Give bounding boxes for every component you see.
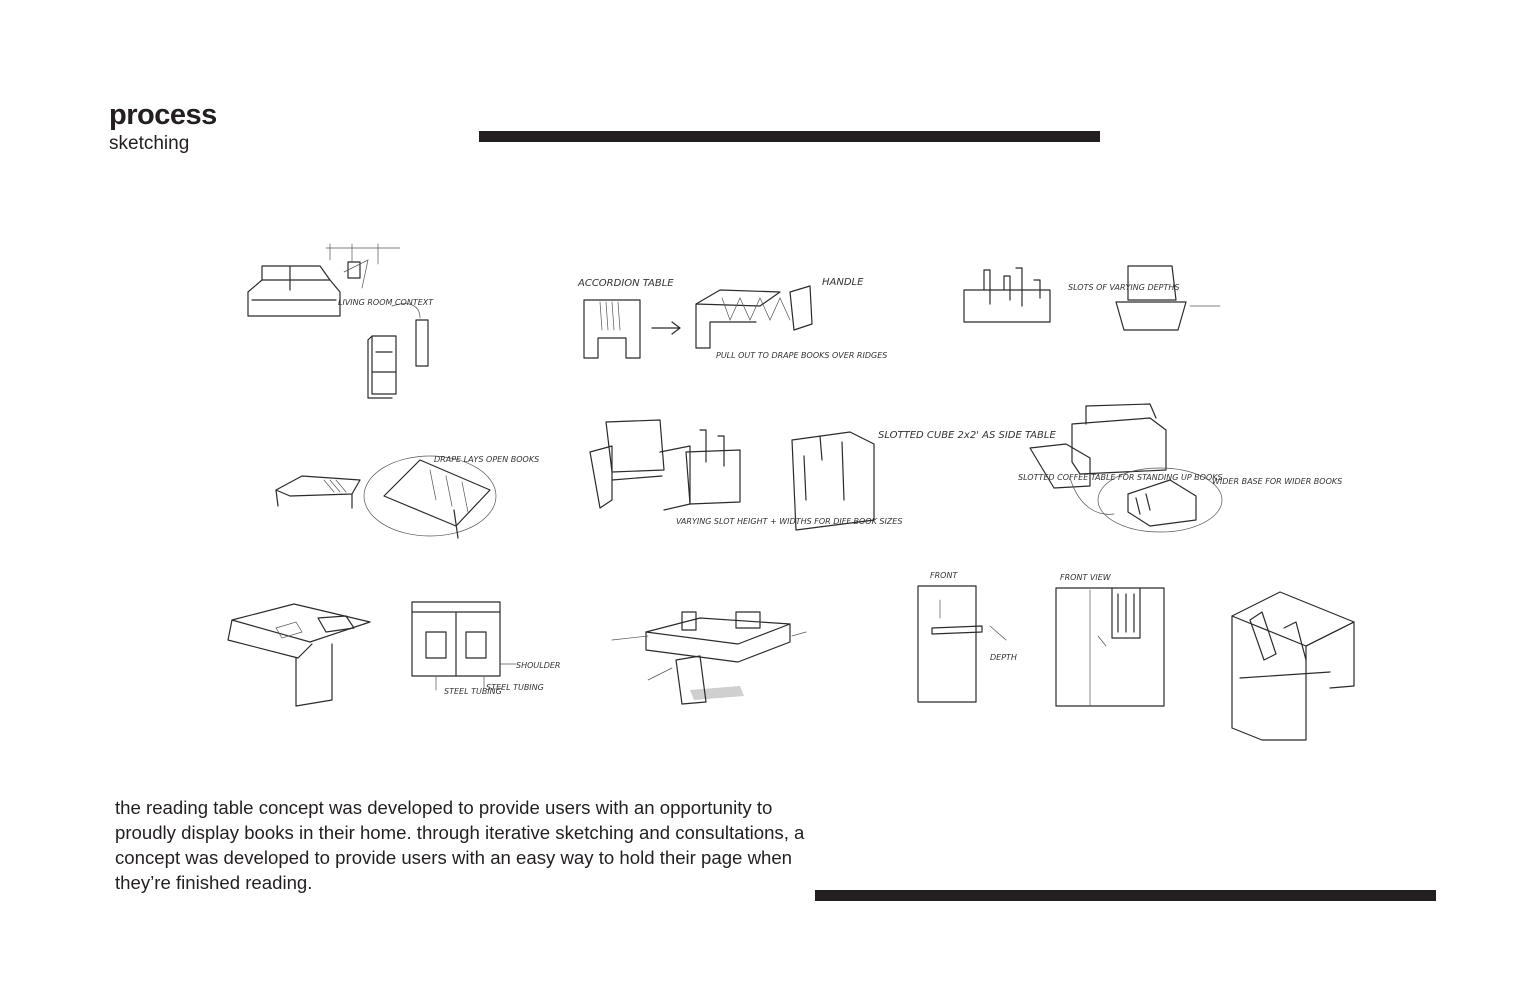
sketch-accordion-table bbox=[577, 277, 887, 360]
sketch-living-room-context bbox=[248, 244, 434, 398]
note-front: FRONT bbox=[930, 571, 958, 580]
sketch-steel-tubing bbox=[412, 602, 560, 696]
bottom-divider-bar bbox=[815, 890, 1436, 901]
sketch-perspective-table bbox=[228, 604, 370, 706]
note-steel-tubing-1: STEEL TUBING bbox=[444, 687, 502, 696]
sketch-elevations bbox=[918, 571, 1164, 706]
note-shoulder: SHOULDER bbox=[516, 661, 561, 670]
description-paragraph: the reading table concept was developed to provide users with an opportunity to proudly display books in their home. through iterative sketching and consultations, a concept was developed to provide users with an easy way to hold their page when they’re finished reading. bbox=[115, 797, 805, 893]
page-title: process bbox=[109, 99, 217, 131]
note-accordion-table: ACCORDION TABLE bbox=[578, 278, 674, 289]
sketch-book-shelf-table bbox=[612, 612, 806, 704]
note-wider-base: WIDER BASE FOR WIDER BOOKS bbox=[1212, 477, 1343, 486]
note-slotted-cube: SLOTTED CUBE 2x2' AS SIDE TABLE bbox=[878, 430, 1056, 441]
sketch-drape-table bbox=[276, 455, 539, 538]
note-pull-out: PULL OUT TO DRAPE BOOKS OVER RIDGES bbox=[716, 351, 888, 360]
sketch-sofa-coffee-table bbox=[1018, 404, 1342, 532]
note-drape-books: DRAPE LAYS OPEN BOOKS bbox=[434, 455, 540, 464]
note-handle: HANDLE bbox=[822, 277, 864, 288]
note-steel-tubing-2: STEEL TUBING bbox=[486, 683, 544, 692]
note-slots-varying-depths: SLOTS OF VARYING DEPTHS bbox=[1068, 283, 1180, 292]
note-depth: DEPTH bbox=[990, 653, 1017, 662]
sketch-armchair-slotted bbox=[590, 420, 1056, 530]
note-living-room-context: LIVING ROOM CONTEXT bbox=[338, 298, 434, 307]
page-subtitle: sketching bbox=[109, 133, 190, 154]
note-varying-slot-heights: VARYING SLOT HEIGHT + WIDTHS FOR DIFF BOOK SIZES bbox=[676, 517, 903, 526]
sketch-isometric-block bbox=[1232, 592, 1354, 740]
note-slotted-coffee-table: SLOTTED COFFEE TABLE FOR STANDING UP BOOKS bbox=[1018, 473, 1223, 482]
sketch-slots-varying-depths bbox=[964, 266, 1220, 330]
note-front-view: FRONT VIEW bbox=[1060, 573, 1111, 582]
